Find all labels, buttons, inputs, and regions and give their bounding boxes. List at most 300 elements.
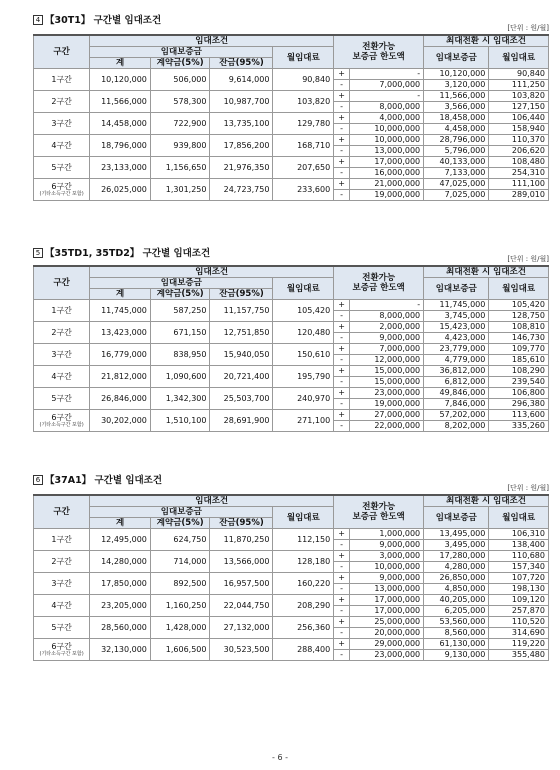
header-conversion — [334, 35, 424, 69]
table-row — [34, 595, 549, 606]
gugan-label: 5구간 — [34, 157, 90, 179]
monthly-rent: 120,480 — [273, 322, 334, 344]
deposit-contract: 506,000 — [150, 69, 210, 91]
max-monthly-plus: 103,820 — [489, 91, 549, 102]
gugan-label: 6구간 — [51, 641, 72, 651]
conversion-plus: 9,000,000 — [349, 573, 423, 584]
deposit-total: 26,025,000 — [90, 179, 151, 201]
conversion-plus: 4,000,000 — [349, 113, 423, 124]
deposit-total: 11,745,000 — [90, 300, 151, 322]
monthly-rent: 112,150 — [273, 529, 334, 551]
max-deposit-minus: 6,812,000 — [424, 377, 489, 388]
max-monthly-plus: 106,800 — [489, 388, 549, 399]
table-row — [34, 551, 549, 562]
header-max-deposit: 임대보증금 — [424, 507, 489, 529]
conversion-minus: 13,000,000 — [349, 584, 423, 595]
header-balance: 잔금(95%) — [210, 518, 273, 529]
header-max-monthly: 월임대료 — [489, 47, 549, 69]
monthly-rent: 208,290 — [273, 595, 334, 617]
header-rent-condition: 임대조건 — [90, 266, 334, 278]
plus-sign: + — [334, 410, 350, 421]
gugan-label: 1구간 — [34, 300, 90, 322]
conversion-minus: 19,000,000 — [349, 190, 423, 201]
conversion-minus: 7,000,000 — [349, 80, 423, 91]
header-conversion-line2: 보증금 한도액 — [352, 52, 405, 62]
max-deposit-minus: 4,779,000 — [424, 355, 489, 366]
deposit-balance: 9,614,000 — [210, 69, 273, 91]
deposit-balance: 24,723,750 — [210, 179, 273, 201]
monthly-rent: 160,220 — [273, 573, 334, 595]
max-monthly-plus: 111,100 — [489, 179, 549, 190]
plus-sign: + — [334, 639, 350, 650]
deposit-total: 12,495,000 — [90, 529, 151, 551]
deposit-contract: 722,900 — [150, 113, 210, 135]
conversion-plus: 29,000,000 — [349, 639, 423, 650]
conversion-plus: - — [349, 69, 423, 80]
header-deposit: 임대보증금 — [90, 507, 273, 518]
monthly-rent: 271,100 — [273, 410, 334, 432]
header-contract: 계약금(5%) — [150, 289, 210, 300]
max-monthly-plus: 108,810 — [489, 322, 549, 333]
header-monthly: 월임대료 — [273, 47, 334, 69]
minus-sign: - — [334, 650, 350, 661]
plus-sign: + — [334, 595, 350, 606]
deposit-contract: 1,606,500 — [150, 639, 210, 661]
deposit-balance: 30,523,500 — [210, 639, 273, 661]
gugan-label: 5구간 — [34, 388, 90, 410]
monthly-rent: 168,710 — [273, 135, 334, 157]
header-balance: 잔금(95%) — [210, 289, 273, 300]
monthly-rent: 128,180 — [273, 551, 334, 573]
conversion-minus: 23,000,000 — [349, 650, 423, 661]
max-monthly-minus: 128,750 — [489, 311, 549, 322]
max-monthly-plus: 108,290 — [489, 366, 549, 377]
max-deposit-minus: 4,850,000 — [424, 584, 489, 595]
table-row — [34, 388, 549, 399]
header-monthly: 월임대료 — [273, 507, 334, 529]
unit-label: [단위 : 원/월] — [507, 255, 549, 263]
gugan-label: 4구간 — [34, 595, 90, 617]
minus-sign: - — [334, 190, 350, 201]
table-row — [34, 617, 549, 628]
plus-sign: + — [334, 69, 350, 80]
section-title: 6 【37A1】 구간별 임대조건 — [33, 472, 162, 486]
deposit-contract: 587,250 — [150, 300, 210, 322]
deposit-total: 32,130,000 — [90, 639, 151, 661]
max-deposit-minus: 3,120,000 — [424, 80, 489, 91]
max-monthly-plus: 106,310 — [489, 529, 549, 540]
max-monthly-plus: 110,520 — [489, 617, 549, 628]
header-max-monthly: 월임대료 — [489, 507, 549, 529]
conversion-plus: 15,000,000 — [349, 366, 423, 377]
minus-sign: - — [334, 80, 350, 91]
max-deposit-minus: 4,423,000 — [424, 333, 489, 344]
max-deposit-plus: 11,745,000 — [424, 300, 489, 311]
deposit-balance: 16,957,500 — [210, 573, 273, 595]
monthly-rent: 90,840 — [273, 69, 334, 91]
minus-sign: - — [334, 628, 350, 639]
gugan-label: 5구간 — [34, 617, 90, 639]
max-monthly-plus: 110,680 — [489, 551, 549, 562]
deposit-balance: 13,566,000 — [210, 551, 273, 573]
conversion-minus: 12,000,000 — [349, 355, 423, 366]
max-deposit-minus: 5,796,000 — [424, 146, 489, 157]
max-monthly-plus: 113,600 — [489, 410, 549, 421]
max-monthly-minus: 111,250 — [489, 80, 549, 91]
header-total: 계 — [90, 518, 151, 529]
max-monthly-plus: 109,770 — [489, 344, 549, 355]
gugan-note: (기타소득구간 포함) — [39, 650, 84, 657]
minus-sign: - — [334, 399, 350, 410]
max-monthly-minus: 254,310 — [489, 168, 549, 179]
gugan-label: 3구간 — [34, 344, 90, 366]
minus-sign: - — [334, 146, 350, 157]
unit-label: [단위 : 원/월] — [507, 484, 549, 492]
gugan-label: 4구간 — [34, 366, 90, 388]
minus-sign: - — [334, 333, 350, 344]
conversion-plus: - — [349, 91, 423, 102]
deposit-balance: 20,721,400 — [210, 366, 273, 388]
header-max-conversion: 최대전환 시 임대조건 — [424, 35, 549, 47]
conversion-minus: 9,000,000 — [349, 540, 423, 551]
max-monthly-minus: 198,130 — [489, 584, 549, 595]
minus-sign: - — [334, 102, 350, 113]
conversion-minus: 10,000,000 — [349, 124, 423, 135]
deposit-contract: 624,750 — [150, 529, 210, 551]
max-monthly-plus: 106,440 — [489, 113, 549, 124]
conversion-plus: 23,000,000 — [349, 388, 423, 399]
section-number: 6 — [33, 475, 43, 485]
conversion-minus: 10,000,000 — [349, 562, 423, 573]
plus-sign: + — [334, 573, 350, 584]
page-number: - 6 - — [272, 753, 288, 762]
max-monthly-plus: 90,840 — [489, 69, 549, 80]
conversion-minus: 17,000,000 — [349, 606, 423, 617]
header-max-monthly: 월임대료 — [489, 278, 549, 300]
monthly-rent: 288,400 — [273, 639, 334, 661]
table-row — [34, 344, 549, 355]
plus-sign: + — [334, 91, 350, 102]
deposit-total: 21,812,000 — [90, 366, 151, 388]
table-row — [34, 179, 549, 190]
table-row — [34, 366, 549, 377]
max-deposit-minus: 8,202,000 — [424, 421, 489, 432]
plus-sign: + — [334, 300, 350, 311]
header-gugan: 구간 — [34, 495, 90, 529]
max-monthly-minus: 127,150 — [489, 102, 549, 113]
header-conversion-line1: 전환가능 — [362, 273, 396, 283]
deposit-total: 11,566,000 — [90, 91, 151, 113]
gugan-label: 6구간 — [51, 412, 72, 422]
deposit-balance: 12,751,850 — [210, 322, 273, 344]
rent-table — [33, 265, 549, 432]
table-row — [34, 113, 549, 124]
plus-sign: + — [334, 135, 350, 146]
max-monthly-minus: 146,730 — [489, 333, 549, 344]
deposit-balance: 11,157,750 — [210, 300, 273, 322]
max-deposit-plus: 15,423,000 — [424, 322, 489, 333]
deposit-contract: 838,950 — [150, 344, 210, 366]
deposit-total: 23,133,000 — [90, 157, 151, 179]
header-monthly: 월임대료 — [273, 278, 334, 300]
max-monthly-plus: 105,420 — [489, 300, 549, 311]
deposit-balance: 17,856,200 — [210, 135, 273, 157]
max-deposit-plus: 28,796,000 — [424, 135, 489, 146]
deposit-total: 30,202,000 — [90, 410, 151, 432]
max-monthly-minus: 157,340 — [489, 562, 549, 573]
max-deposit-plus: 47,025,000 — [424, 179, 489, 190]
max-monthly-minus: 335,260 — [489, 421, 549, 432]
max-monthly-minus: 158,940 — [489, 124, 549, 135]
conversion-plus: 7,000,000 — [349, 344, 423, 355]
conversion-minus: 8,000,000 — [349, 311, 423, 322]
deposit-contract: 1,160,250 — [150, 595, 210, 617]
max-monthly-minus: 239,540 — [489, 377, 549, 388]
max-deposit-minus: 4,458,000 — [424, 124, 489, 135]
conversion-plus: 21,000,000 — [349, 179, 423, 190]
gugan-label: 2구간 — [34, 322, 90, 344]
section-number: 4 — [33, 15, 43, 25]
deposit-balance: 11,870,250 — [210, 529, 273, 551]
conversion-minus: 13,000,000 — [349, 146, 423, 157]
max-monthly-plus: 109,120 — [489, 595, 549, 606]
monthly-rent: 256,360 — [273, 617, 334, 639]
conversion-minus: 9,000,000 — [349, 333, 423, 344]
gugan-label: 6구간 — [51, 181, 72, 191]
plus-sign: + — [334, 551, 350, 562]
max-deposit-plus: 36,812,000 — [424, 366, 489, 377]
max-deposit-plus: 40,133,000 — [424, 157, 489, 168]
deposit-contract: 892,500 — [150, 573, 210, 595]
conversion-plus: 17,000,000 — [349, 157, 423, 168]
max-deposit-plus: 13,495,000 — [424, 529, 489, 540]
minus-sign: - — [334, 421, 350, 432]
minus-sign: - — [334, 562, 350, 573]
unit-label: [단위 : 원/월] — [507, 24, 549, 32]
deposit-contract: 939,800 — [150, 135, 210, 157]
minus-sign: - — [334, 606, 350, 617]
header-total: 계 — [90, 58, 151, 69]
conversion-plus: 3,000,000 — [349, 551, 423, 562]
deposit-total: 17,850,000 — [90, 573, 151, 595]
table-row — [34, 91, 549, 102]
header-rent-condition: 임대조건 — [90, 495, 334, 507]
conversion-minus: 16,000,000 — [349, 168, 423, 179]
deposit-contract: 1,090,600 — [150, 366, 210, 388]
gugan-cell — [34, 639, 90, 661]
deposit-balance: 15,940,050 — [210, 344, 273, 366]
table-row — [34, 529, 549, 540]
deposit-total: 14,280,000 — [90, 551, 151, 573]
max-deposit-minus: 6,205,000 — [424, 606, 489, 617]
header-deposit: 임대보증금 — [90, 278, 273, 289]
conversion-plus: 2,000,000 — [349, 322, 423, 333]
max-deposit-plus: 40,205,000 — [424, 595, 489, 606]
header-conversion — [334, 495, 424, 529]
conversion-plus: 1,000,000 — [349, 529, 423, 540]
max-monthly-minus: 185,610 — [489, 355, 549, 366]
deposit-contract: 671,150 — [150, 322, 210, 344]
deposit-total: 14,458,000 — [90, 113, 151, 135]
header-contract: 계약금(5%) — [150, 518, 210, 529]
table-row — [34, 573, 549, 584]
max-deposit-plus: 10,120,000 — [424, 69, 489, 80]
deposit-total: 18,796,000 — [90, 135, 151, 157]
max-monthly-minus: 206,620 — [489, 146, 549, 157]
minus-sign: - — [334, 355, 350, 366]
deposit-balance: 21,976,350 — [210, 157, 273, 179]
deposit-total: 16,779,000 — [90, 344, 151, 366]
max-deposit-plus: 61,130,000 — [424, 639, 489, 650]
monthly-rent: 207,650 — [273, 157, 334, 179]
conversion-minus: 20,000,000 — [349, 628, 423, 639]
table-row — [34, 300, 549, 311]
deposit-balance: 22,044,750 — [210, 595, 273, 617]
monthly-rent: 195,790 — [273, 366, 334, 388]
max-monthly-plus: 119,220 — [489, 639, 549, 650]
table-row — [34, 410, 549, 421]
table-row — [34, 639, 549, 650]
deposit-balance: 10,987,700 — [210, 91, 273, 113]
monthly-rent: 105,420 — [273, 300, 334, 322]
header-gugan: 구간 — [34, 35, 90, 69]
table-row — [34, 157, 549, 168]
gugan-label: 1구간 — [34, 69, 90, 91]
gugan-note: (기타소득구간 포함) — [39, 421, 84, 428]
deposit-total: 26,846,000 — [90, 388, 151, 410]
minus-sign: - — [334, 168, 350, 179]
gugan-label: 1구간 — [34, 529, 90, 551]
monthly-rent: 233,600 — [273, 179, 334, 201]
plus-sign: + — [334, 617, 350, 628]
header-conversion-line2: 보증금 한도액 — [352, 512, 405, 522]
plus-sign: + — [334, 322, 350, 333]
header-conversion-line1: 전환가능 — [362, 42, 396, 52]
plus-sign: + — [334, 113, 350, 124]
deposit-contract: 1,428,000 — [150, 617, 210, 639]
max-deposit-plus: 18,458,000 — [424, 113, 489, 124]
gugan-label: 2구간 — [34, 91, 90, 113]
max-monthly-minus: 289,010 — [489, 190, 549, 201]
header-rent-condition: 임대조건 — [90, 35, 334, 47]
plus-sign: + — [334, 157, 350, 168]
max-deposit-minus: 7,846,000 — [424, 399, 489, 410]
header-max-conversion: 최대전환 시 임대조건 — [424, 495, 549, 507]
monthly-rent: 150,610 — [273, 344, 334, 366]
gugan-cell — [34, 179, 90, 201]
minus-sign: - — [334, 124, 350, 135]
max-deposit-minus: 8,560,000 — [424, 628, 489, 639]
minus-sign: - — [334, 584, 350, 595]
deposit-total: 10,120,000 — [90, 69, 151, 91]
monthly-rent: 129,780 — [273, 113, 334, 135]
max-deposit-minus: 7,133,000 — [424, 168, 489, 179]
deposit-total: 28,560,000 — [90, 617, 151, 639]
max-monthly-minus: 257,870 — [489, 606, 549, 617]
monthly-rent: 240,970 — [273, 388, 334, 410]
max-deposit-plus: 26,850,000 — [424, 573, 489, 584]
table-row — [34, 135, 549, 146]
max-monthly-minus: 355,480 — [489, 650, 549, 661]
table-row — [34, 322, 549, 333]
section-title: 4 【30T1】 구간별 임대조건 — [33, 12, 161, 26]
max-deposit-plus: 49,846,000 — [424, 388, 489, 399]
deposit-total: 13,423,000 — [90, 322, 151, 344]
plus-sign: + — [334, 344, 350, 355]
minus-sign: - — [334, 540, 350, 551]
deposit-balance: 25,503,700 — [210, 388, 273, 410]
max-deposit-minus: 4,280,000 — [424, 562, 489, 573]
plus-sign: + — [334, 366, 350, 377]
conversion-plus: - — [349, 300, 423, 311]
header-deposit: 임대보증금 — [90, 47, 273, 58]
plus-sign: + — [334, 529, 350, 540]
gugan-label: 4구간 — [34, 135, 90, 157]
conversion-plus: 10,000,000 — [349, 135, 423, 146]
deposit-balance: 27,132,000 — [210, 617, 273, 639]
conversion-minus: 19,000,000 — [349, 399, 423, 410]
header-balance: 잔금(95%) — [210, 58, 273, 69]
section-number: 5 — [33, 248, 43, 258]
max-deposit-plus: 11,566,000 — [424, 91, 489, 102]
conversion-plus: 25,000,000 — [349, 617, 423, 628]
monthly-rent: 103,820 — [273, 91, 334, 113]
gugan-note: (기타소득구간 포함) — [39, 190, 84, 197]
conversion-plus: 27,000,000 — [349, 410, 423, 421]
header-max-deposit: 임대보증금 — [424, 278, 489, 300]
minus-sign: - — [334, 311, 350, 322]
plus-sign: + — [334, 179, 350, 190]
max-monthly-minus: 138,400 — [489, 540, 549, 551]
conversion-minus: 15,000,000 — [349, 377, 423, 388]
max-monthly-plus: 110,370 — [489, 135, 549, 146]
conversion-minus: 22,000,000 — [349, 421, 423, 432]
max-deposit-minus: 3,566,000 — [424, 102, 489, 113]
max-monthly-minus: 314,690 — [489, 628, 549, 639]
header-max-conversion: 최대전환 시 임대조건 — [424, 266, 549, 278]
max-deposit-plus: 53,560,000 — [424, 617, 489, 628]
max-deposit-minus: 3,745,000 — [424, 311, 489, 322]
deposit-contract: 1,301,250 — [150, 179, 210, 201]
deposit-total: 23,205,000 — [90, 595, 151, 617]
deposit-contract: 1,342,300 — [150, 388, 210, 410]
rent-table — [33, 494, 549, 661]
header-gugan: 구간 — [34, 266, 90, 300]
max-deposit-minus: 9,130,000 — [424, 650, 489, 661]
gugan-cell — [34, 410, 90, 432]
section-title: 5 【35TD1, 35TD2】 구간별 임대조건 — [33, 245, 210, 259]
plus-sign: + — [334, 388, 350, 399]
deposit-contract: 1,510,100 — [150, 410, 210, 432]
deposit-balance: 13,735,100 — [210, 113, 273, 135]
deposit-contract: 1,156,650 — [150, 157, 210, 179]
header-conversion — [334, 266, 424, 300]
header-contract: 계약금(5%) — [150, 58, 210, 69]
max-monthly-plus: 107,720 — [489, 573, 549, 584]
max-monthly-plus: 108,480 — [489, 157, 549, 168]
table-row — [34, 69, 549, 80]
max-deposit-minus: 7,025,000 — [424, 190, 489, 201]
gugan-label: 3구간 — [34, 113, 90, 135]
header-conversion-line2: 보증금 한도액 — [352, 283, 405, 293]
deposit-contract: 578,300 — [150, 91, 210, 113]
gugan-label: 2구간 — [34, 551, 90, 573]
minus-sign: - — [334, 377, 350, 388]
max-deposit-plus: 23,779,000 — [424, 344, 489, 355]
conversion-plus: 17,000,000 — [349, 595, 423, 606]
max-monthly-minus: 296,380 — [489, 399, 549, 410]
max-deposit-plus: 17,280,000 — [424, 551, 489, 562]
